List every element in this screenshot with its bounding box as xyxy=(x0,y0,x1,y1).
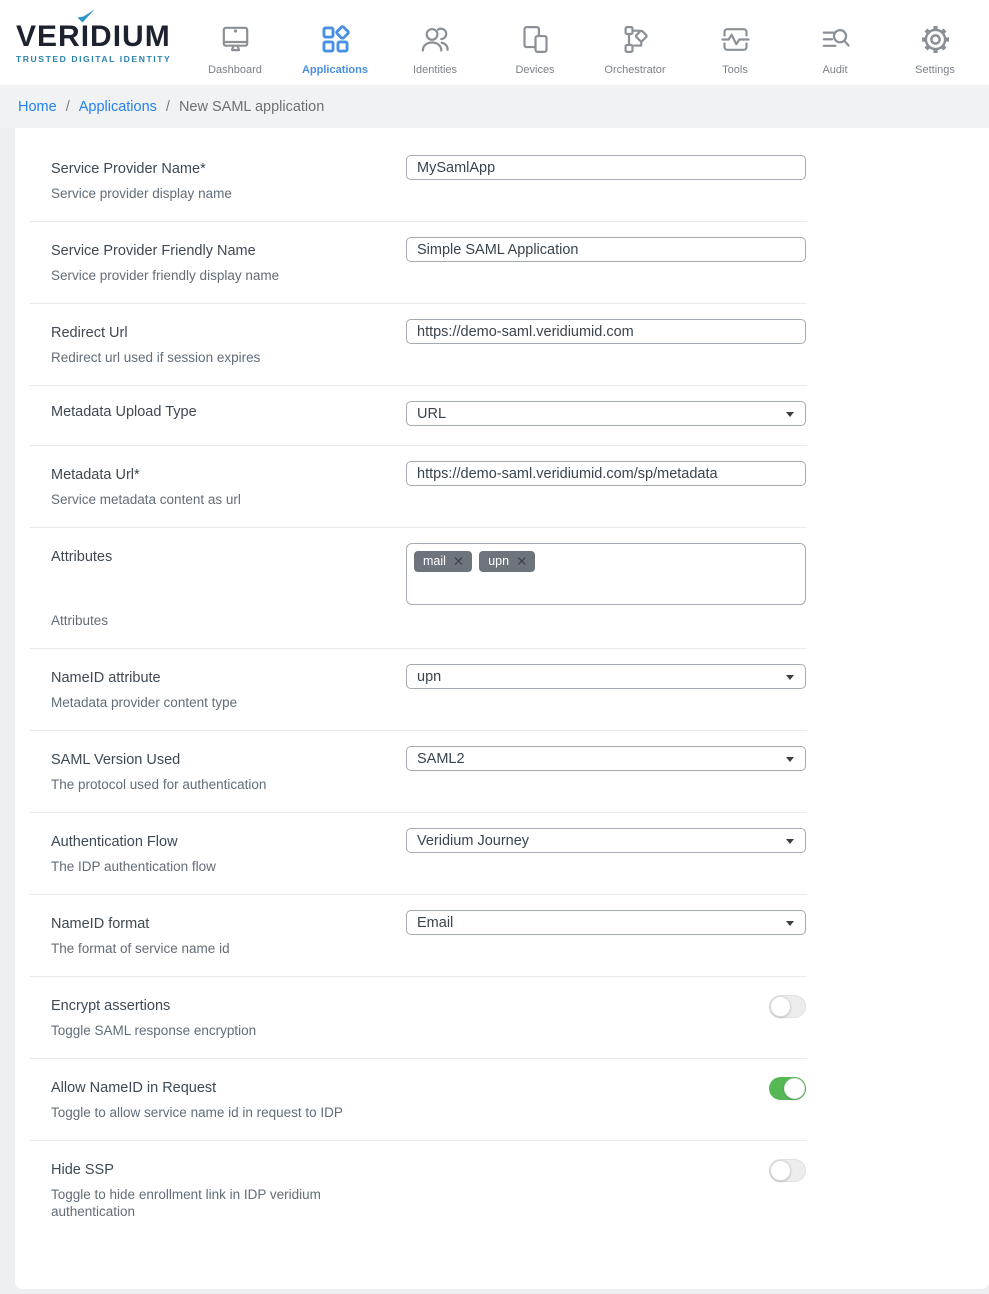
top-nav xyxy=(185,10,989,76)
field-label: Metadata Url* xyxy=(51,467,140,483)
nav-label: Tools xyxy=(722,63,748,76)
remove-chip-icon[interactable]: ✕ xyxy=(452,553,465,569)
field-hint: Toggle to allow service name id in request to IDP xyxy=(51,1105,343,1120)
attributes-tags-input[interactable] xyxy=(406,543,806,605)
breadcrumb-link-applications[interactable]: Applications xyxy=(78,98,157,115)
breadcrumb-separator: / xyxy=(65,98,70,115)
form-row-saml-version-used xyxy=(30,731,807,813)
toggle-knob xyxy=(784,1078,805,1099)
breadcrumb xyxy=(0,85,989,128)
nav-item-settings[interactable] xyxy=(885,23,985,76)
service-provider-name-input[interactable] xyxy=(406,155,806,180)
selected-value: URL xyxy=(417,405,447,422)
form-card xyxy=(15,128,989,1289)
nav-item-devices[interactable] xyxy=(485,23,585,76)
form-row-metadata-url xyxy=(30,446,807,528)
authentication-flow-select[interactable] xyxy=(406,828,806,853)
nav-label: Devices xyxy=(515,63,555,76)
nav-item-dashboard[interactable] xyxy=(185,23,285,76)
field-hint: Toggle to hide enrollment link in IDP veridium authentication xyxy=(51,1187,321,1219)
field-hint: Service provider display name xyxy=(51,186,232,201)
field-label: Encrypt assertions xyxy=(51,998,171,1014)
allow-nameid-in-request-toggle[interactable] xyxy=(769,1077,806,1100)
field-hint: The IDP authentication flow xyxy=(51,859,216,874)
nav-item-tools[interactable] xyxy=(685,23,785,76)
nav-label: Audit xyxy=(822,63,848,76)
nav-item-applications[interactable] xyxy=(285,23,385,76)
form-row-service-provider-friendly-name xyxy=(30,222,807,304)
field-hint: Attributes xyxy=(51,613,109,628)
settings-icon xyxy=(919,23,952,56)
logo-check-icon xyxy=(77,9,95,24)
field-label: Service Provider Name* xyxy=(51,161,206,177)
nav-label: Identities xyxy=(412,63,458,76)
chip-label: mail xyxy=(423,554,446,568)
chevron-down-icon xyxy=(786,839,794,844)
hide-ssp-toggle[interactable] xyxy=(769,1159,806,1182)
form-row-nameid-attribute xyxy=(30,649,807,731)
devices-icon xyxy=(519,23,552,56)
form-row-attributes xyxy=(30,528,807,649)
chip-label: upn xyxy=(488,554,510,568)
orchestrator-icon xyxy=(619,23,652,56)
selected-value: Email xyxy=(417,914,454,931)
nav-item-audit[interactable] xyxy=(785,23,885,76)
nav-label: Settings xyxy=(915,63,955,76)
metadata-url-input[interactable] xyxy=(406,461,806,486)
nav-label: Applications xyxy=(301,63,368,76)
nameid-attribute-select[interactable] xyxy=(406,664,806,689)
attribute-chip xyxy=(414,551,472,572)
field-hint: Redirect url used if session expires xyxy=(51,350,261,365)
field-label: Allow NameID in Request xyxy=(51,1080,217,1096)
field-hint: Metadata provider content type xyxy=(51,695,238,710)
field-hint: The format of service name id xyxy=(51,941,230,956)
remove-chip-icon[interactable]: ✕ xyxy=(516,553,528,569)
form-row-service-provider-name xyxy=(30,140,807,222)
field-label: NameID attribute xyxy=(51,670,161,686)
top-header xyxy=(0,0,989,85)
saml-application-form xyxy=(15,140,989,1239)
field-label: Authentication Flow xyxy=(51,834,178,850)
veridium-logo[interactable] xyxy=(0,19,185,64)
selected-value: upn xyxy=(417,668,442,685)
applications-icon xyxy=(319,23,352,56)
breadcrumb-separator: / xyxy=(165,98,170,115)
breadcrumb-current: New SAML application xyxy=(178,98,325,115)
field-label: NameID format xyxy=(51,916,150,932)
field-label: Attributes xyxy=(51,549,113,565)
logo-wordmark: VERI DIUM xyxy=(16,22,185,52)
breadcrumb-link-home[interactable]: Home xyxy=(18,98,57,115)
form-row-hide-ssp xyxy=(30,1141,807,1239)
field-hint: Service provider friendly display name xyxy=(51,268,280,283)
form-row-encrypt-assertions xyxy=(30,977,807,1059)
field-hint: Toggle SAML response encryption xyxy=(51,1023,257,1038)
chevron-down-icon xyxy=(786,921,794,926)
audit-icon xyxy=(819,23,852,56)
form-row-nameid-format xyxy=(30,895,807,977)
field-label: Redirect Url xyxy=(51,325,128,341)
form-row-redirect-url xyxy=(30,304,807,386)
field-label: SAML Version Used xyxy=(51,752,181,768)
chevron-down-icon xyxy=(786,757,794,762)
chevron-down-icon xyxy=(786,675,794,680)
logo-tagline: TRUSTED DIGITAL IDENTITY xyxy=(16,53,172,64)
field-label: Hide SSP xyxy=(51,1162,114,1178)
attribute-chip xyxy=(479,551,535,572)
nav-label: Dashboard xyxy=(208,63,262,76)
redirect-url-input[interactable] xyxy=(406,319,806,344)
nav-label: Orchestrator xyxy=(604,63,666,76)
nav-item-identities[interactable] xyxy=(385,23,485,76)
selected-value: Veridium Journey xyxy=(417,832,530,849)
service-provider-friendly-name-input[interactable] xyxy=(406,237,806,262)
toggle-knob xyxy=(770,1160,791,1181)
dashboard-icon xyxy=(219,23,252,56)
field-hint: Service metadata content as url xyxy=(51,492,241,507)
field-label: Service Provider Friendly Name xyxy=(51,243,256,259)
form-row-authentication-flow xyxy=(30,813,807,895)
metadata-upload-type-select[interactable] xyxy=(406,401,806,426)
chevron-down-icon xyxy=(786,412,794,417)
nav-item-orchestrator[interactable] xyxy=(585,23,685,76)
form-row-metadata-upload-type xyxy=(30,386,807,446)
field-hint: The protocol used for authentication xyxy=(51,777,267,792)
encrypt-assertions-toggle[interactable] xyxy=(769,995,806,1018)
form-row-allow-nameid-in-request xyxy=(30,1059,807,1141)
tools-icon xyxy=(719,23,752,56)
nameid-format-select[interactable] xyxy=(406,910,806,935)
field-label: Metadata Upload Type xyxy=(51,404,197,420)
toggle-knob xyxy=(770,996,791,1017)
saml-version-used-select[interactable] xyxy=(406,746,806,771)
selected-value: SAML2 xyxy=(417,750,465,767)
identities-icon xyxy=(419,23,452,56)
